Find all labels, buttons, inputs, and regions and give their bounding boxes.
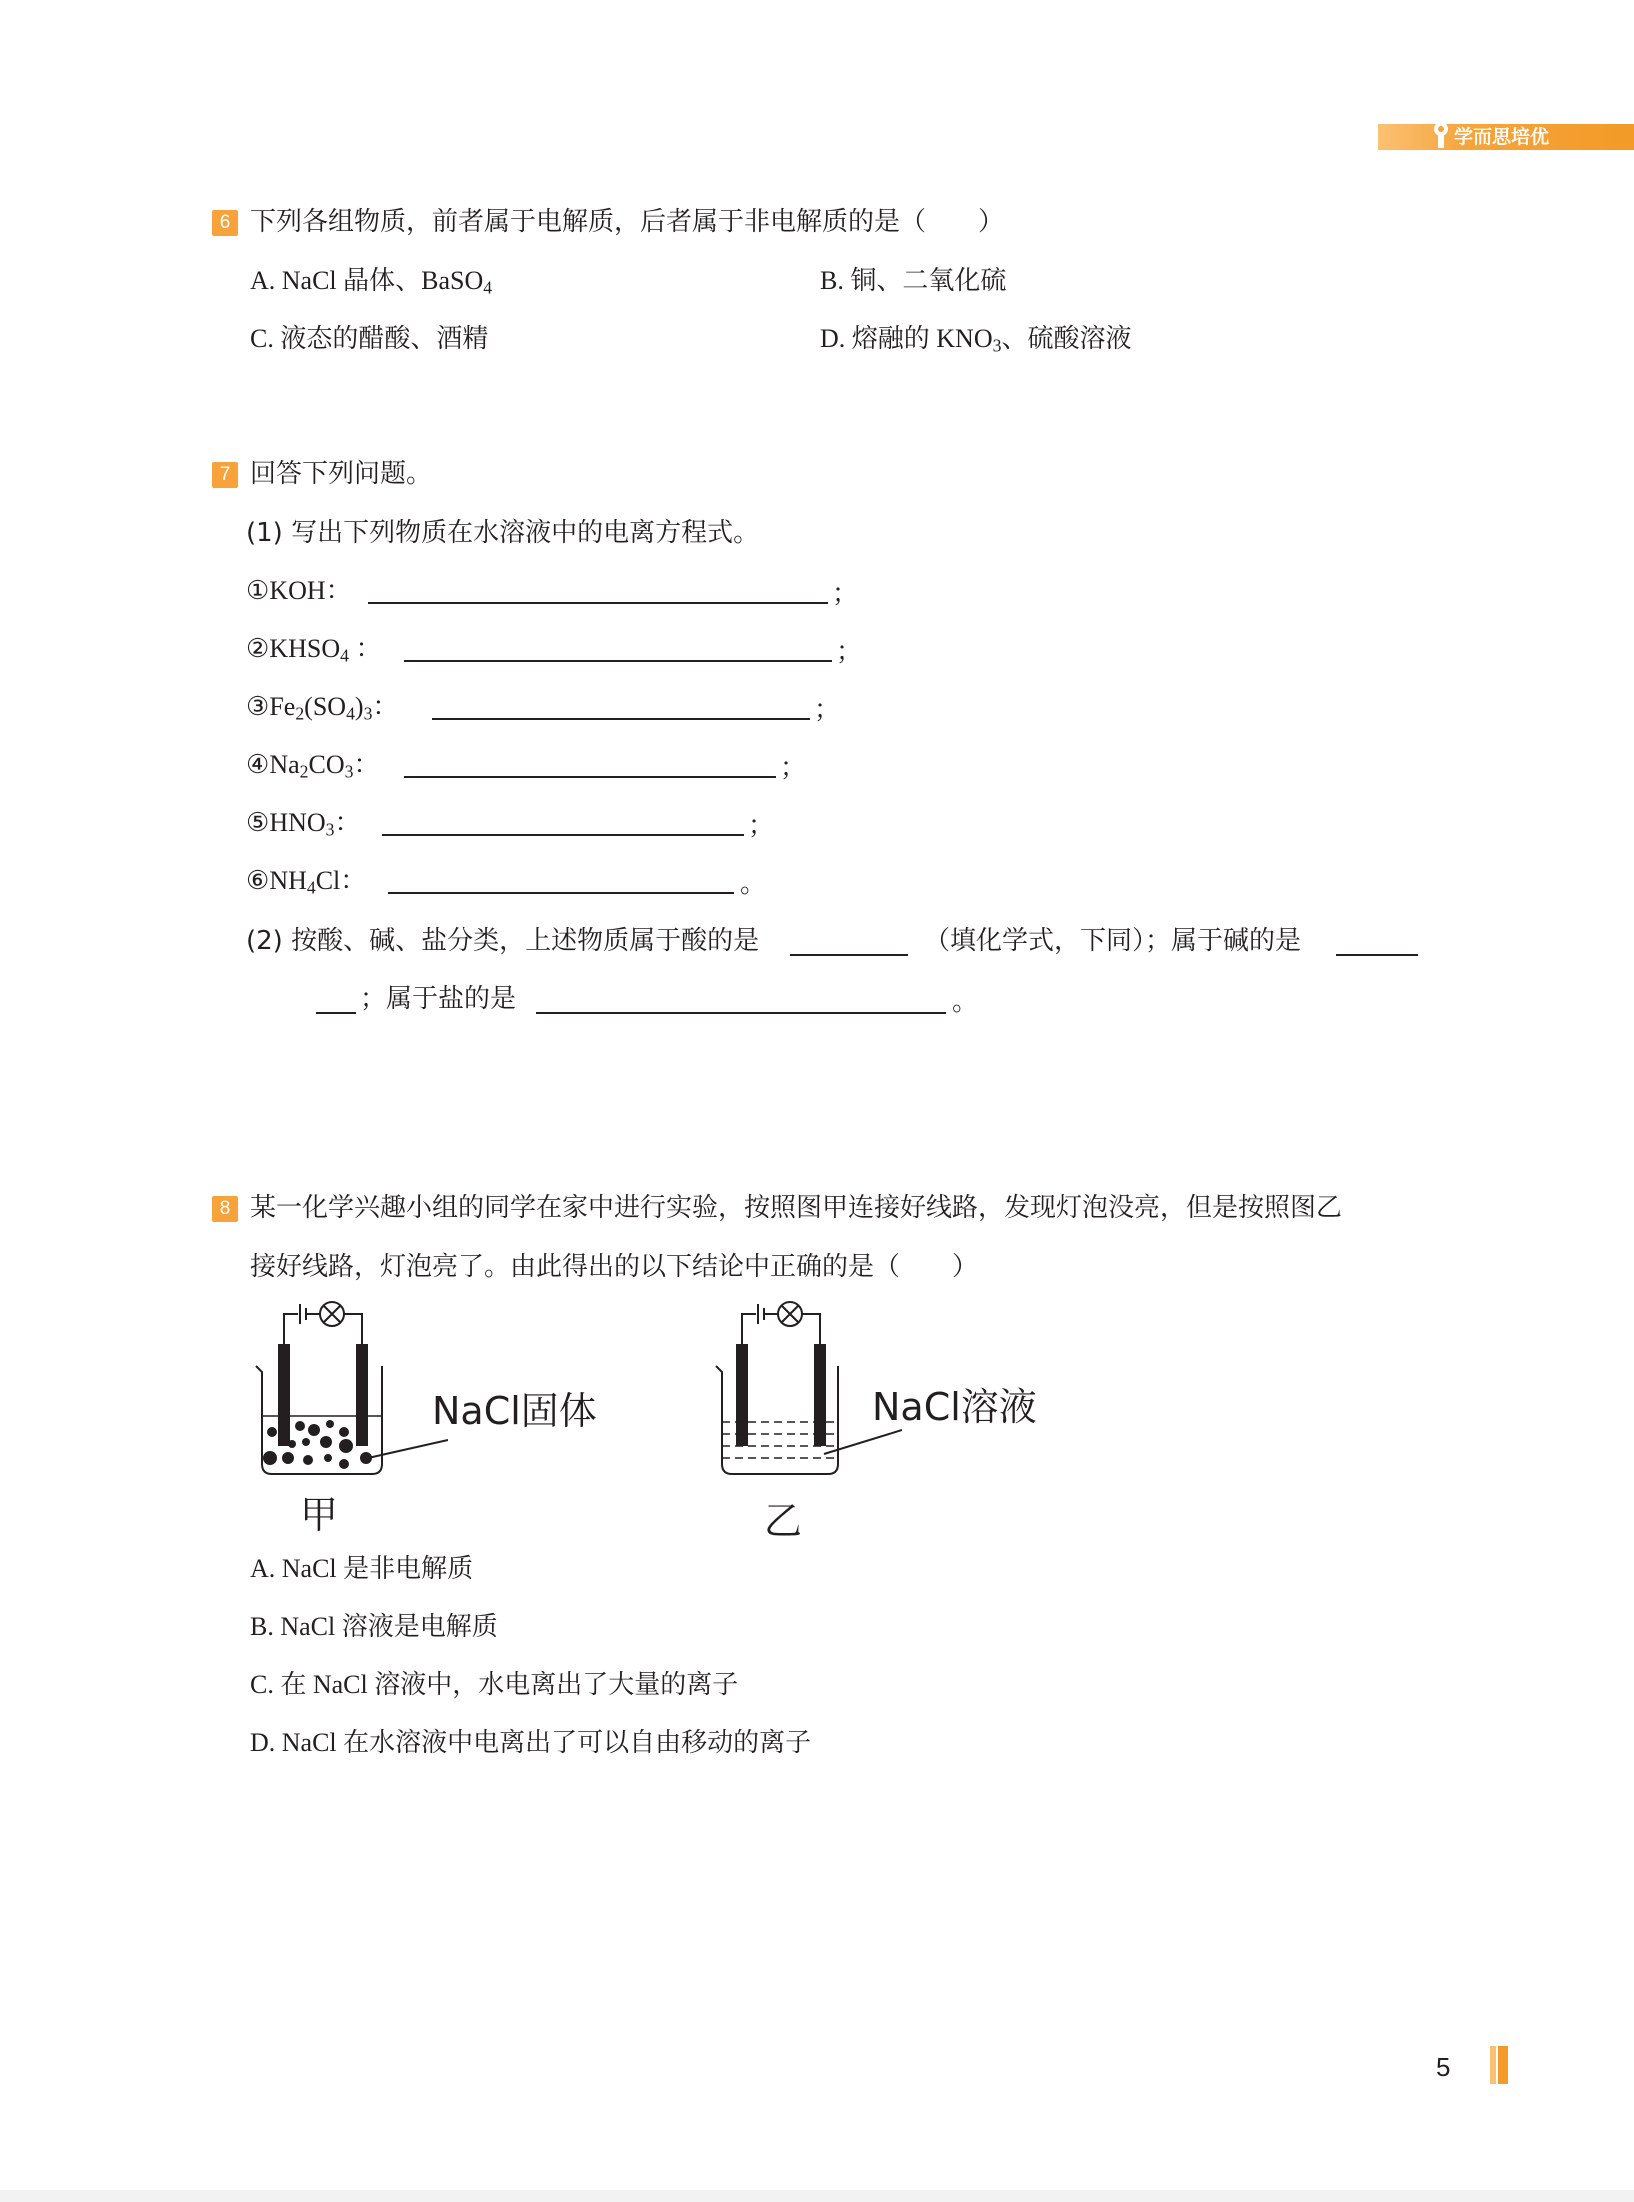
bottom-strip — [0, 2190, 1634, 2202]
question-7-part-2-salt: ；属于盐的是 — [360, 984, 517, 1014]
question-6-option-d: D. 熔融的 $KNO_3$、硫酸溶液 — [820, 324, 1132, 356]
equation-item-1-blank[interactable] — [368, 602, 828, 604]
question-6-option-c: C. 液态的醋酸、酒精 — [250, 324, 489, 353]
page-number: 5 — [1436, 2052, 1451, 2082]
figure-left-caption: 甲 — [300, 1493, 339, 1537]
equation-item-2-blank[interactable] — [404, 660, 832, 662]
question-7-stem: 回答下列问题。 — [250, 459, 433, 489]
equation-item-5-blank[interactable] — [382, 834, 744, 836]
base-blank-line-1[interactable] — [1336, 954, 1418, 956]
apparatus-figure-left — [248, 1296, 448, 1486]
brand-logo-icon — [1430, 120, 1452, 152]
brand-name: 学而思培优 — [1454, 126, 1550, 148]
question-8-option-a: A. NaCl 是非电解质 — [250, 1554, 474, 1583]
equation-item-2-end: ； — [836, 637, 863, 667]
question-8-option-c: C. 在 NaCl 溶液中，水电离出了大量的离子 — [250, 1670, 739, 1699]
equation-item-5-end: ； — [748, 811, 775, 841]
salt-blank[interactable] — [536, 1012, 946, 1014]
figure-right-caption: 乙 — [764, 1499, 803, 1543]
equation-item-1-end: ； — [832, 579, 859, 609]
equation-item-6-blank[interactable] — [388, 892, 734, 894]
equation-item-2-label: $②KHSO_4$ ： — [246, 634, 382, 666]
equation-item-3-blank[interactable] — [432, 718, 810, 720]
question-8-option-b: B. NaCl 溶液是电解质 — [250, 1612, 498, 1641]
equation-item-4-end: ； — [780, 753, 807, 783]
question-7-part-2-end: 。 — [952, 987, 979, 1017]
question-7-part-2-middle: （填化学式，下同）；属于碱的是 — [924, 926, 1302, 956]
page-tab-light — [1490, 2046, 1496, 2084]
question-7-part-2-prefix: (2) 按酸、碱、盐分类，上述物质属于酸的是 — [246, 926, 760, 956]
page-tab-dark — [1498, 2046, 1508, 2084]
nacl-solution-label: NaCl溶液 — [872, 1385, 1037, 1429]
equation-item-6-label: $⑥NH_4Cl$： — [246, 866, 367, 898]
equation-item-4-label: $④Na_2CO_3$： — [246, 750, 380, 782]
base-blank-line-2[interactable] — [316, 1012, 356, 1014]
equation-item-3-end: ； — [814, 695, 841, 725]
nacl-solid-label: NaCl固体 — [432, 1389, 597, 1433]
question-7-number: 7 — [212, 462, 238, 488]
equation-item-5-label: $⑤HNO_3$： — [246, 808, 361, 840]
question-6-stem: 下列各组物质，前者属于电解质，后者属于非电解质的是（ ） — [250, 207, 1005, 237]
question-6-option-b: B. 铜、二氧化硫 — [820, 266, 1007, 295]
question-8-stem-line-1: 某一化学兴趣小组的同学在家中进行实验，按照图甲连接好线路，发现灯泡没亮，但是按照图乙 — [250, 1193, 1343, 1223]
equation-item-4-blank[interactable] — [404, 776, 776, 778]
question-8-option-d: D. NaCl 在水溶液中电离出了可以自由移动的离子 — [250, 1728, 812, 1757]
question-6-number: 6 — [212, 210, 238, 236]
equation-item-3-label: $③Fe_2(SO_4)_3$： — [246, 692, 399, 724]
question-8-stem-line-2: 接好线路，灯泡亮了。由此得出的以下结论中正确的是（ ） — [250, 1252, 979, 1282]
question-7-part-1: (1) 写出下列物质在水溶液中的电离方程式。 — [246, 518, 760, 548]
equation-item-1-label: ①KOH： — [246, 576, 352, 605]
acid-blank[interactable] — [790, 954, 908, 956]
equation-item-6-end: 。 — [740, 869, 767, 899]
question-6-option-a: A. NaCl 晶体、BaSO$_4$ — [250, 266, 493, 298]
question-8-number: 8 — [212, 1196, 238, 1222]
